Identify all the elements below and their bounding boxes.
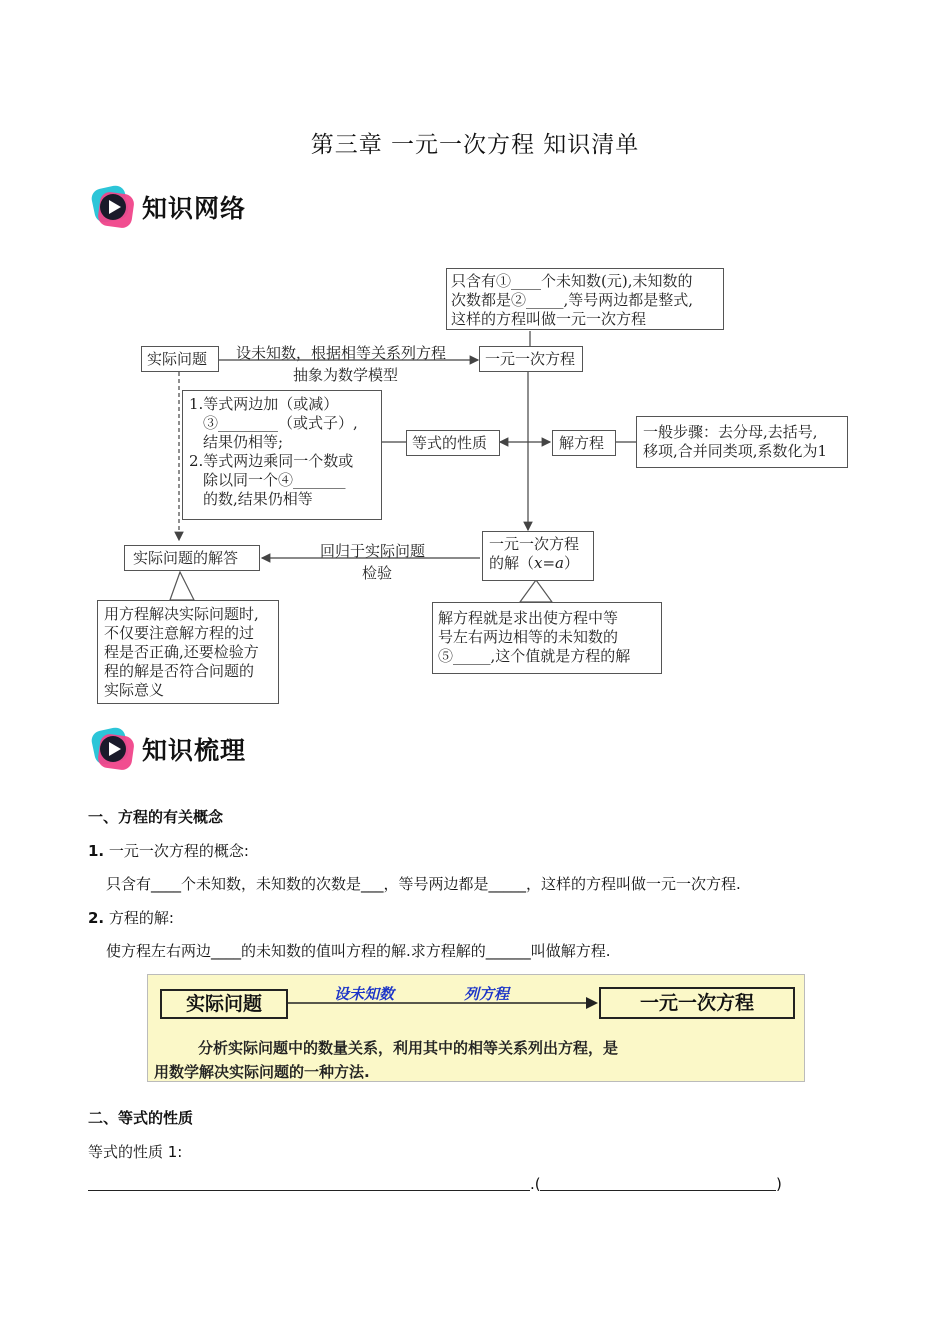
yellow-body-line-2: 用数学解决实际问题的一种方法. [154,1063,370,1081]
arrow-label-top: 设未知数，根据相等关系列方程 [236,344,447,362]
step-form-equation: 列方程 [464,985,510,1003]
solve-equation-box: 解方程 [552,430,616,456]
return-label: 回归于实际问题 [320,542,426,560]
note-left-box: 用方程解决实际问题时, 不仅要注意解方程的过 程是否正确,还要检验方 程的解是否符合问题的 实际意义 [97,600,279,704]
arrow-label-bottom: 抽象为数学模型 [293,366,399,384]
modeling-figure [147,974,805,1082]
item-1: 1. 一元一次方程的概念: [88,842,249,860]
section-review-label: 知识梳理 [142,736,247,765]
item-2: 2. 方程的解: [88,909,174,927]
blank-line-2 [540,1190,776,1191]
heading-equality-properties: 二、等式的性质 [88,1109,194,1127]
yellow-linear-equation-box: 一元一次方程 [599,987,795,1019]
play-logo-icon [90,726,136,772]
yellow-arrow [288,995,600,1011]
solution-box: 一元一次方程 的解（x=a） [482,531,594,581]
page-title: 第三章 一元一次方程 知识清单 [310,132,640,158]
note-right-box: 解方程就是求出使方程中等 号左右两边相等的未知数的 ⑤_____,这个值就是方程的解 [432,602,662,674]
property-1-label: 等式的性质 1: [88,1143,183,1161]
item-1-text: 只含有____个未知数，未知数的次数是___，等号两边都是_____，这样的方程叫做一元一次方程. [106,875,741,893]
blank-line-1 [88,1190,530,1191]
section-network-label: 知识网络 [142,194,247,223]
yellow-real-problem-box: 实际问题 [160,989,288,1019]
answer-box: 实际问题的解答 [124,545,260,571]
linear-equation-box: 一元一次方程 [479,346,583,372]
blank-close-paren: ) [776,1175,782,1193]
heading-equation-concepts: 一、方程的有关概念 [88,808,224,826]
real-problem-box: 实际问题 [141,346,219,372]
check-label: 检验 [362,564,393,582]
steps-box: 一般步骤：去分母,去括号, 移项,合并同类项,系数化为1 [636,416,848,468]
yellow-body-line-1: 分析实际问题中的数量关系，利用其中的相等关系列出方程，是 [198,1039,619,1057]
section-header-review [90,726,246,772]
step-set-unknown: 设未知数 [334,985,395,1003]
equality-properties-box: 等式的性质 [406,430,500,456]
item-2-text: 使方程左右两边____的未知数的值叫方程的解.求方程解的______叫做解方程. [106,942,611,960]
definition-box: 只含有①____个未知数(元),未知数的 次数都是②_____,等号两边都是整式, 这样的方程叫做一元一次方程 [446,268,724,330]
blank-dot: .( [530,1175,541,1193]
properties-box: 1.等式两边加（或减） ③________（或式子）, 结果仍相等; 2.等式两边乘同一个数或 除以同一个④_______ 的数,结果仍相等 [182,390,382,520]
